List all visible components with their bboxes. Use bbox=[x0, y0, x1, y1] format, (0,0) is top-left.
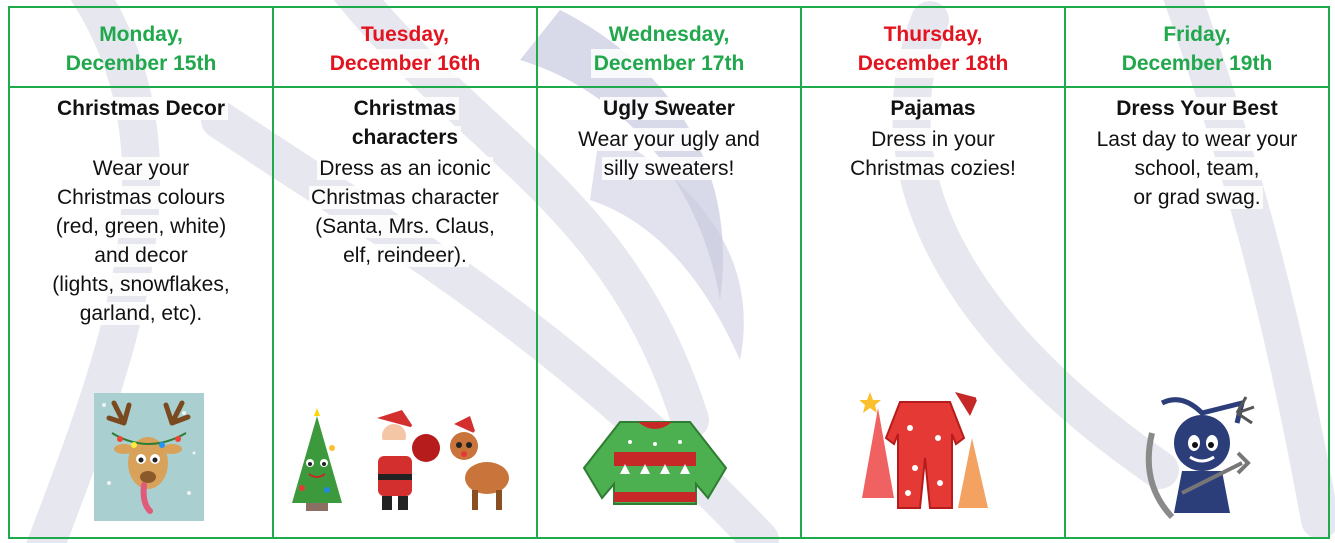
text-line bbox=[12, 125, 270, 154]
day-name: Friday, bbox=[1163, 23, 1231, 46]
text-line: Christmas bbox=[280, 94, 530, 123]
cell-wednesday bbox=[537, 87, 801, 538]
text-line: Dress in your bbox=[871, 128, 995, 151]
school-mascot-icon bbox=[1142, 393, 1260, 521]
header-friday bbox=[1065, 7, 1329, 87]
text-line: and decor bbox=[94, 244, 188, 267]
header-row bbox=[9, 7, 1329, 87]
header-monday bbox=[9, 7, 273, 87]
theme-title: Dress Your Best bbox=[1066, 94, 1328, 123]
theme-description bbox=[538, 125, 800, 183]
text-line: (lights, snowflakes, bbox=[52, 273, 230, 296]
spirit-week-table bbox=[8, 6, 1330, 539]
day-date: December 15th bbox=[65, 52, 217, 75]
text-line: Christmas cozies! bbox=[850, 157, 1016, 180]
cell-tuesday bbox=[273, 87, 537, 538]
text-line: Christmas colours bbox=[56, 186, 226, 209]
day-name: Wednesday, bbox=[608, 23, 730, 46]
text-line: Christmas character bbox=[311, 186, 499, 209]
day-date: December 16th bbox=[327, 49, 484, 78]
theme-title: Ugly Sweater bbox=[538, 94, 800, 123]
reindeer-with-lights-icon bbox=[94, 393, 204, 521]
day-name: Monday, bbox=[99, 23, 183, 46]
day-date: December 18th bbox=[855, 49, 1012, 78]
theme-title: Pajamas bbox=[802, 94, 1064, 123]
cell-friday bbox=[1065, 87, 1329, 538]
text-line: school, team, bbox=[1134, 157, 1260, 180]
text-line: (red, green, white) bbox=[55, 215, 227, 238]
text-line: Last day to wear your bbox=[1096, 128, 1298, 151]
cell-thursday bbox=[801, 87, 1065, 538]
day-name: Thursday, bbox=[883, 23, 983, 46]
content-row bbox=[9, 87, 1329, 538]
theme-description bbox=[10, 125, 272, 328]
header-wednesday bbox=[537, 7, 801, 87]
cell-monday bbox=[9, 87, 273, 538]
header-tuesday bbox=[273, 7, 537, 87]
day-date-wrap bbox=[538, 49, 800, 78]
text-line: or grad swag. bbox=[1133, 186, 1261, 209]
theme-title bbox=[274, 94, 536, 152]
day-date-wrap bbox=[274, 49, 536, 78]
pajamas-icon bbox=[860, 388, 990, 520]
day-name: Tuesday, bbox=[361, 23, 449, 46]
day-date: December 19th bbox=[1121, 52, 1273, 75]
text-line: Wear your ugly and bbox=[578, 128, 760, 151]
text-line: Dress as an iconic bbox=[319, 157, 491, 180]
text-line: characters bbox=[280, 123, 530, 152]
text-line: silly sweaters! bbox=[603, 157, 735, 180]
theme-description bbox=[1066, 125, 1328, 212]
text-line: elf, reindeer). bbox=[343, 244, 467, 267]
ugly-sweater-icon bbox=[580, 418, 730, 506]
christmas-characters-icon bbox=[282, 408, 526, 514]
header-thursday bbox=[801, 7, 1065, 87]
text-line: (Santa, Mrs. Claus, bbox=[315, 215, 495, 238]
text-line: Wear your bbox=[92, 157, 190, 180]
day-date-wrap bbox=[802, 49, 1064, 78]
theme-description bbox=[274, 154, 536, 270]
day-date: December 17th bbox=[591, 49, 748, 78]
text-line: garland, etc). bbox=[79, 302, 203, 325]
theme-description bbox=[802, 125, 1064, 183]
theme-title: Christmas Decor bbox=[10, 94, 272, 123]
